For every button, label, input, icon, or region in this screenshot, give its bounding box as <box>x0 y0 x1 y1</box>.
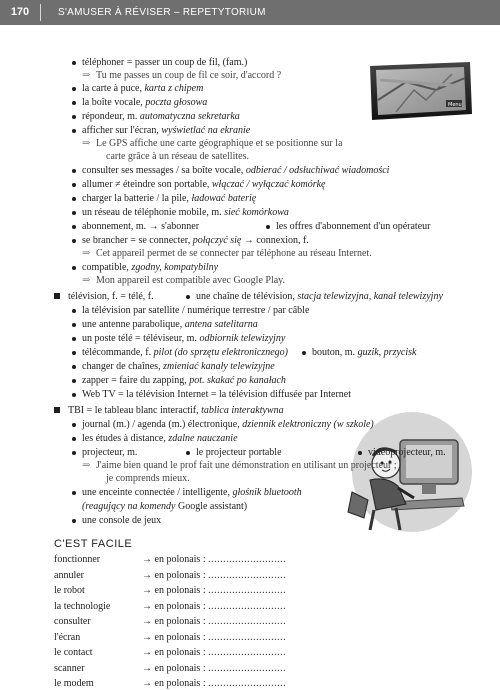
vocabulary-entry <box>82 178 325 191</box>
vocabulary-entry <box>82 124 250 137</box>
polish-translation: tablica interaktywna <box>201 405 284 416</box>
entry-text: afficher sur l'écran, <box>82 125 162 136</box>
polish-translation: poczta głosowa <box>145 97 208 108</box>
vocabulary-entry <box>82 360 275 373</box>
entry-text: projecteur, m. <box>82 447 138 458</box>
translation-blank[interactable] <box>142 615 286 628</box>
entry-text: TBI = le tableau blanc interactif, <box>68 405 202 416</box>
entry-text: charger la batterie / la pile, <box>82 193 192 204</box>
polish-translation: odbiornik telewizyjny <box>199 333 286 344</box>
entry-text: la carte à puce, <box>82 83 145 94</box>
entry-text: télécommande, f. <box>82 347 154 358</box>
polish-translation: wyświetlać na ekranie <box>161 125 251 136</box>
exercise-word: la technologie <box>54 600 111 612</box>
vocabulary-entry <box>276 220 430 233</box>
page-number: 170 <box>10 6 30 18</box>
entry-continuation: → connexion, f. <box>241 235 309 246</box>
answer-dots: .......................... <box>208 647 287 658</box>
exercise-word: fonctionner <box>54 554 101 565</box>
entry-text: les études à distance, <box>82 433 169 444</box>
exercise-word: l'écran <box>54 631 81 643</box>
translation-prompt: → en polonais : <box>142 678 209 689</box>
answer-dots: .......................... <box>208 662 287 674</box>
answer-dots: .......................... <box>208 585 287 596</box>
entry-text: un réseau de téléphonie mobile, m. <box>82 207 225 218</box>
entry-text: abonnement, m. → s'abonner <box>82 221 200 232</box>
example-sentence <box>96 247 372 260</box>
entry-text: vidéoprojecteur, m. <box>368 447 446 458</box>
vocabulary-entry <box>82 332 285 345</box>
polish-translation: ładować baterię <box>191 193 257 204</box>
vocabulary-entry <box>82 374 286 387</box>
polish-translation: włączać / wyłączać komórkę <box>211 179 326 190</box>
polish-translation: pilot (do sprzętu elektronicznego) <box>153 347 288 358</box>
polish-translation: głośnik bluetooth <box>232 487 302 498</box>
vocabulary-entry <box>82 164 389 177</box>
translation-prompt: → en polonais : <box>142 600 209 612</box>
vocabulary-entry <box>82 82 203 95</box>
entry-text: compatible, <box>82 262 132 273</box>
vocabulary-entry <box>82 110 240 123</box>
entry-text: je comprends mieux. <box>106 473 190 484</box>
vocabulary-entry <box>82 234 309 247</box>
vocabulary-entry <box>82 418 374 431</box>
entry-text: allumer ≠ éteindre son portable, <box>82 179 212 190</box>
entry-text: une enceinte connectée / intelligente, <box>82 487 233 498</box>
entry-continuation: Google assistant) <box>177 501 248 512</box>
entry-text: bouton, m. <box>312 347 358 358</box>
entry-text: carte grâce à un réseau de satellites. <box>106 151 249 162</box>
example-sentence <box>106 150 249 163</box>
polish-translation: dziennik elektroniczny (w szkole) <box>242 419 374 430</box>
polish-translation: odbierać / odsłuchiwać wiadomości <box>245 165 390 176</box>
translation-prompt: → en polonais : <box>142 631 209 643</box>
translation-prompt: → en polonais : <box>142 662 209 674</box>
vocabulary-entry <box>82 346 288 359</box>
translation-prompt: → en polonais : <box>142 647 209 658</box>
entry-text: Tu me passes un coup de fil ce soir, d'accord ? <box>96 70 282 81</box>
answer-dots: .......................... <box>208 678 287 689</box>
answer-dots: .......................... <box>208 616 287 627</box>
vocabulary-entry <box>82 432 238 445</box>
vocabulary-entry <box>82 192 256 205</box>
entry-text: Mon appareil est compatible avec Google Play. <box>96 275 286 286</box>
vocabulary-entry <box>82 304 309 317</box>
exercise-word: le modem <box>54 678 94 689</box>
entry-text: les offres d'abonnement d'un opérateur <box>276 221 431 232</box>
polish-translation: guzik, przycisk <box>357 347 417 358</box>
entry-text: Cet appareil permet de se connecter par téléphone au réseau Internet. <box>96 248 372 259</box>
entry-text: changer de chaînes, <box>82 361 164 372</box>
entry-text: répondeur, m. <box>82 111 140 122</box>
vocabulary-entry <box>82 261 218 274</box>
translation-blank[interactable] <box>142 600 286 613</box>
polish-translation: zdalne nauczanie <box>168 433 238 444</box>
answer-dots: .......................... <box>208 631 287 643</box>
cest-facile-title: C'EST FACILE <box>54 538 133 550</box>
translation-blank[interactable] <box>142 569 286 582</box>
entry-text: journal (m.) / agenda (m.) électronique, <box>82 419 243 430</box>
entry-text: se brancher = se connecter, <box>82 235 193 246</box>
vocabulary-entry <box>82 486 302 499</box>
vocabulary-entry <box>82 56 247 69</box>
translation-prompt: → en polonais : <box>142 616 209 627</box>
entry-text: zapper = faire du zapping, <box>82 375 190 386</box>
polish-translation: pot. skakać po kanałach <box>189 375 286 386</box>
translation-blank[interactable] <box>142 677 286 690</box>
entry-text: Le GPS affiche une carte géographique et se positionne sur la <box>96 138 343 149</box>
example-sentence <box>96 69 281 82</box>
entry-text: J'aime bien quand le prof fait une démonstration en utilisant un projecteur ; <box>96 460 397 471</box>
entry-text: la télévision par satellite / numérique terrestre / par câble <box>82 305 310 316</box>
vocabulary-entry <box>82 500 247 513</box>
exercise-word: consulter <box>54 616 91 627</box>
example-sentence <box>96 459 397 472</box>
translation-blank[interactable] <box>142 553 286 566</box>
polish-translation: stacja telewizyjna, kanał telewizyjny <box>297 291 443 302</box>
vocabulary-entry <box>82 96 207 109</box>
vocabulary-entry <box>82 220 199 233</box>
example-sentence <box>96 274 285 287</box>
polish-translation: antena satelitarna <box>184 319 258 330</box>
exercise-word: scanner <box>54 662 85 674</box>
entry-text: un poste télé = téléviseur, m. <box>82 333 200 344</box>
vocabulary-entry <box>82 388 351 401</box>
exercise-word: le contact <box>54 647 93 658</box>
example-sentence <box>106 472 190 485</box>
example-sentence <box>96 137 342 150</box>
polish-translation: (reagujący na komendy <box>82 501 178 512</box>
entry-text: téléphoner = passer un coup de fil, (fam.) <box>82 57 248 68</box>
vocabulary-entry <box>82 446 137 459</box>
topic-heading <box>68 290 154 303</box>
topic-heading <box>68 404 284 417</box>
entry-text: le projecteur portable <box>196 447 282 458</box>
answer-dots: .......................... <box>208 600 287 612</box>
polish-translation: karta z chipem <box>144 83 204 94</box>
answer-dots: .......................... <box>208 554 287 565</box>
vocabulary-entry <box>196 446 282 459</box>
polish-translation: połączyć się <box>192 235 242 246</box>
vocabulary-entry <box>82 206 289 219</box>
translation-blank[interactable] <box>142 662 286 675</box>
exercise-word: annuler <box>54 569 84 581</box>
translation-prompt: → en polonais : <box>142 585 209 596</box>
polish-translation: automatyczna sekretarka <box>139 111 240 122</box>
translation-prompt: → en polonais : <box>142 569 209 581</box>
section-title: S'AMUSER À RÉVISER – REPETYTORIUM <box>58 7 266 18</box>
entry-text: une chaîne de télévision, <box>196 291 298 302</box>
entry-text: une console de jeux <box>82 515 162 526</box>
translation-prompt: → en polonais : <box>142 554 209 565</box>
gps-menu-label: Menu <box>448 102 462 108</box>
polish-translation: sieć komórkowa <box>224 207 289 218</box>
entry-text: télévision, f. = télé, f. <box>68 291 154 302</box>
translation-blank[interactable] <box>142 646 286 659</box>
vocabulary-entry <box>82 514 161 527</box>
translation-blank[interactable] <box>142 584 286 597</box>
entry-text: consulter ses messages / sa boîte vocale, <box>82 165 246 176</box>
translation-blank[interactable] <box>142 631 286 644</box>
vocabulary-entry <box>82 318 258 331</box>
vocabulary-entry <box>368 446 446 459</box>
entry-text: Web TV = la télévision Internet = la télévision diffusée par Internet <box>82 389 352 400</box>
exercise-word: le robot <box>54 585 85 596</box>
answer-dots: .......................... <box>208 569 287 581</box>
vocabulary-entry <box>312 346 416 359</box>
vocabulary-entry <box>196 290 443 303</box>
entry-text: une antenne parabolique, <box>82 319 185 330</box>
polish-translation: zmieniać kanały telewizyjne <box>163 361 275 372</box>
polish-translation: zgodny, kompatybilny <box>131 262 219 273</box>
entry-text: la boîte vocale, <box>82 97 146 108</box>
